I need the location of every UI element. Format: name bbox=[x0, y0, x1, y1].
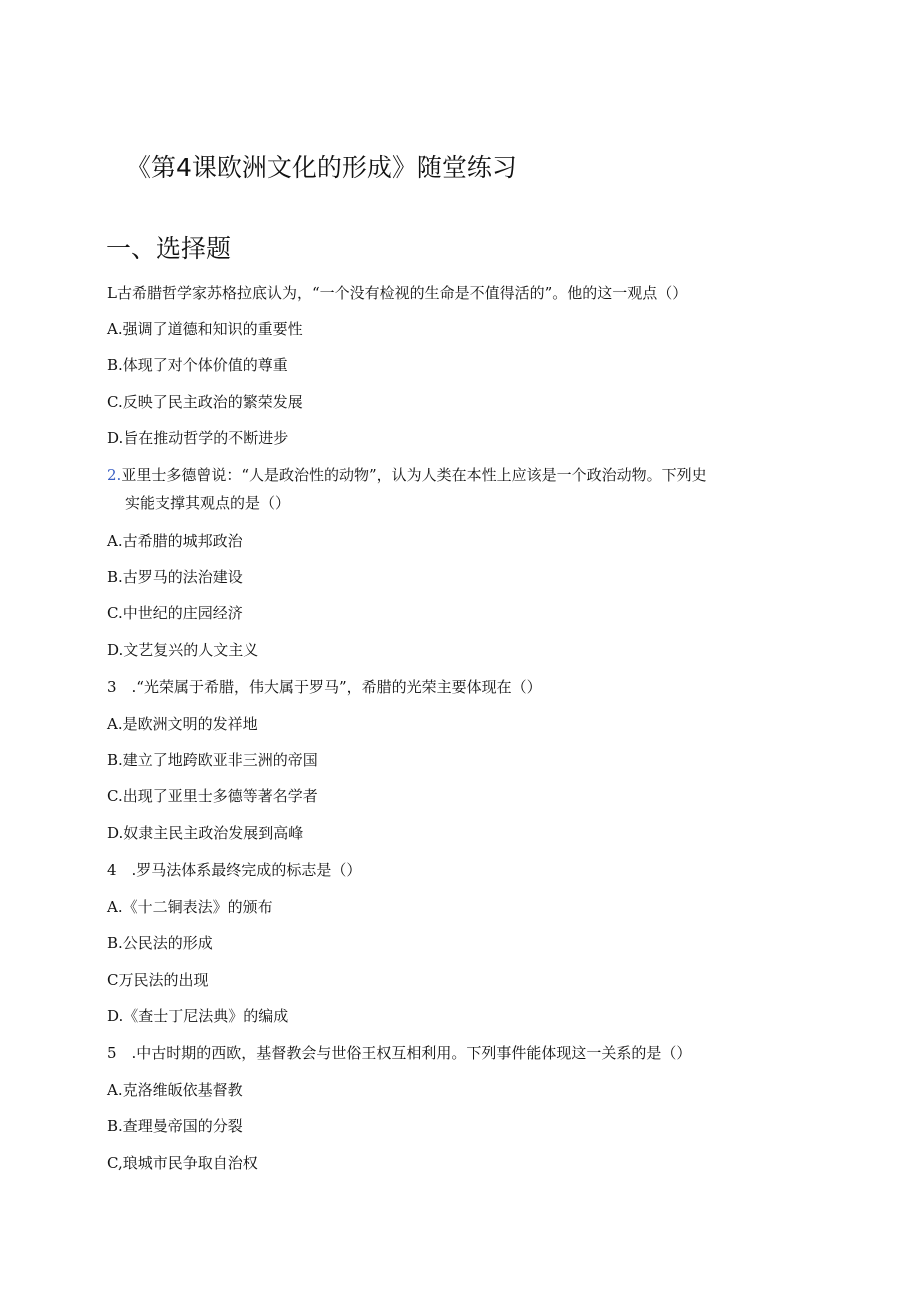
question-4-option-b: B.公民法的形成 bbox=[107, 934, 213, 952]
question-3-option-a: A.是欧洲文明的发祥地 bbox=[107, 715, 258, 733]
question-2-stem-line2: 实能支撑其观点的是（） bbox=[125, 494, 291, 512]
question-2-stem bbox=[107, 465, 707, 485]
question-3-option-d: D.奴隶主民主政治发展到高峰 bbox=[107, 824, 304, 842]
question-2-option-b: B.古罗马的法治建设 bbox=[107, 568, 243, 586]
question-3-stem: 3 .“光荣属于希腊，伟大属于罗马”，希腊的光荣主要体现在（） bbox=[107, 678, 542, 696]
question-3-option-b: B.建立了地跨欧亚非三洲的帝国 bbox=[107, 751, 318, 769]
question-2-number: 2. bbox=[107, 466, 122, 484]
question-1-option-d: D.旨在推动哲学的不断进步 bbox=[107, 429, 289, 447]
question-4-option-c: C万民法的出现 bbox=[107, 971, 209, 989]
question-4-option-a: A.《十二铜表法》的颁布 bbox=[107, 898, 273, 916]
question-5-option-a: A.克洛维皈依基督教 bbox=[107, 1081, 243, 1099]
document-title: 《第4课欧洲文化的形成》随堂练习 bbox=[126, 153, 517, 182]
question-4-stem: 4 .罗马法体系最终完成的标志是（） bbox=[107, 861, 362, 879]
question-1-option-c: C.反映了民主政治的繁荣发展 bbox=[107, 393, 303, 411]
question-4-option-d: D.《查士丁尼法典》的编成 bbox=[107, 1007, 289, 1025]
question-2-option-c: C.中世纪的庄园经济 bbox=[107, 604, 243, 622]
question-1-stem: L古希腊哲学家苏格拉底认为，“一个没有检视的生命是不值得活的”。他的这一观点（） bbox=[107, 284, 688, 302]
question-2-option-a: A.古希腊的城邦政治 bbox=[107, 532, 243, 550]
section-heading: 一、选择题 bbox=[106, 234, 232, 263]
question-1-option-b: B.体现了对个体价值的尊重 bbox=[107, 356, 288, 374]
question-3-option-c: C.出现了亚里士多德等著名学者 bbox=[107, 787, 318, 805]
question-2-option-d: D.文艺复兴的人文主义 bbox=[107, 641, 259, 659]
question-5-option-b: B.查理曼帝国的分裂 bbox=[107, 1117, 243, 1135]
question-2-stem-line1: 亚里士多德曾说：“人是政治性的动物”，认为人类在本性上应该是一个政治动物。下列史 bbox=[121, 466, 707, 484]
question-1-option-a: A.强调了道德和知识的重要性 bbox=[107, 320, 303, 338]
question-5-option-c: C,琅城市民争取自治权 bbox=[107, 1154, 258, 1172]
question-5-stem: 5 .中古时期的西欧，基督教会与世俗王权互相利用。下列事件能体现这一关系的是（） bbox=[107, 1044, 692, 1062]
